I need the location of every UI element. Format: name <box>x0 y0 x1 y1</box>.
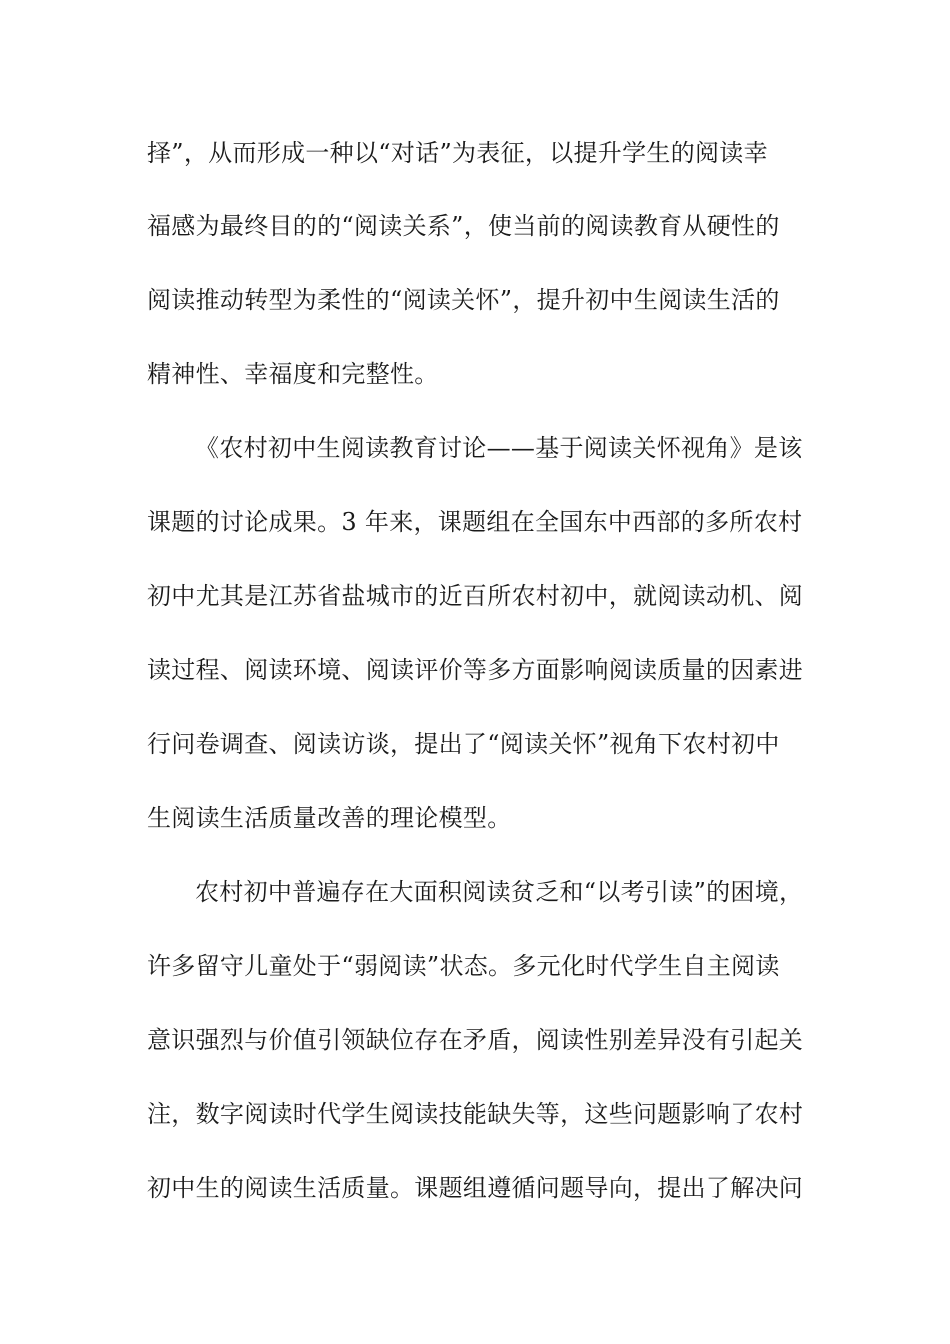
text-line: 精神性、幸福度和完整性。 <box>147 360 439 388</box>
text-line: 福感为最终目的的“阅读关系”，使当前的阅读教育从硬性的 <box>147 212 780 240</box>
text-line: 阅读推动转型为柔性的“阅读关怀”，提升初中生阅读生活的 <box>147 286 780 314</box>
text-line: 行问卷调查、阅读访谈，提出了“阅读关怀”视角下农村初中 <box>147 730 780 758</box>
text-line: 读过程、阅读环境、阅读评价等多方面影响阅读质量的因素进 <box>147 656 804 684</box>
text-line: 意识强烈与价值引领缺位存在矛盾，阅读性别差异没有引起关 <box>147 1026 804 1054</box>
text-line: 《农村初中生阅读教育讨论——基于阅读关怀视角》是该 <box>195 434 803 462</box>
text-line: 择”，从而形成一种以“对话”为表征，以提升学生的阅读幸 <box>147 139 768 167</box>
text-line: 许多留守儿童处于“弱阅读”状态。多元化时代学生自主阅读 <box>147 952 780 980</box>
text-line: 注，数字阅读时代学生阅读技能缺失等，这些问题影响了农村 <box>147 1100 804 1128</box>
text-line: 课题的讨论成果。3 年来，课题组在全国东中西部的多所农村 <box>147 508 803 536</box>
text-line: 初中生的阅读生活质量。课题组遵循问题导向，提出了解决问 <box>147 1174 804 1202</box>
text-line: 初中尤其是江苏省盐城市的近百所农村初中，就阅读动机、阅 <box>147 582 804 610</box>
text-line: 生阅读生活质量改善的理论模型。 <box>147 804 512 832</box>
text-line: 农村初中普遍存在大面积阅读贫乏和“以考引读”的困境， <box>195 878 804 906</box>
